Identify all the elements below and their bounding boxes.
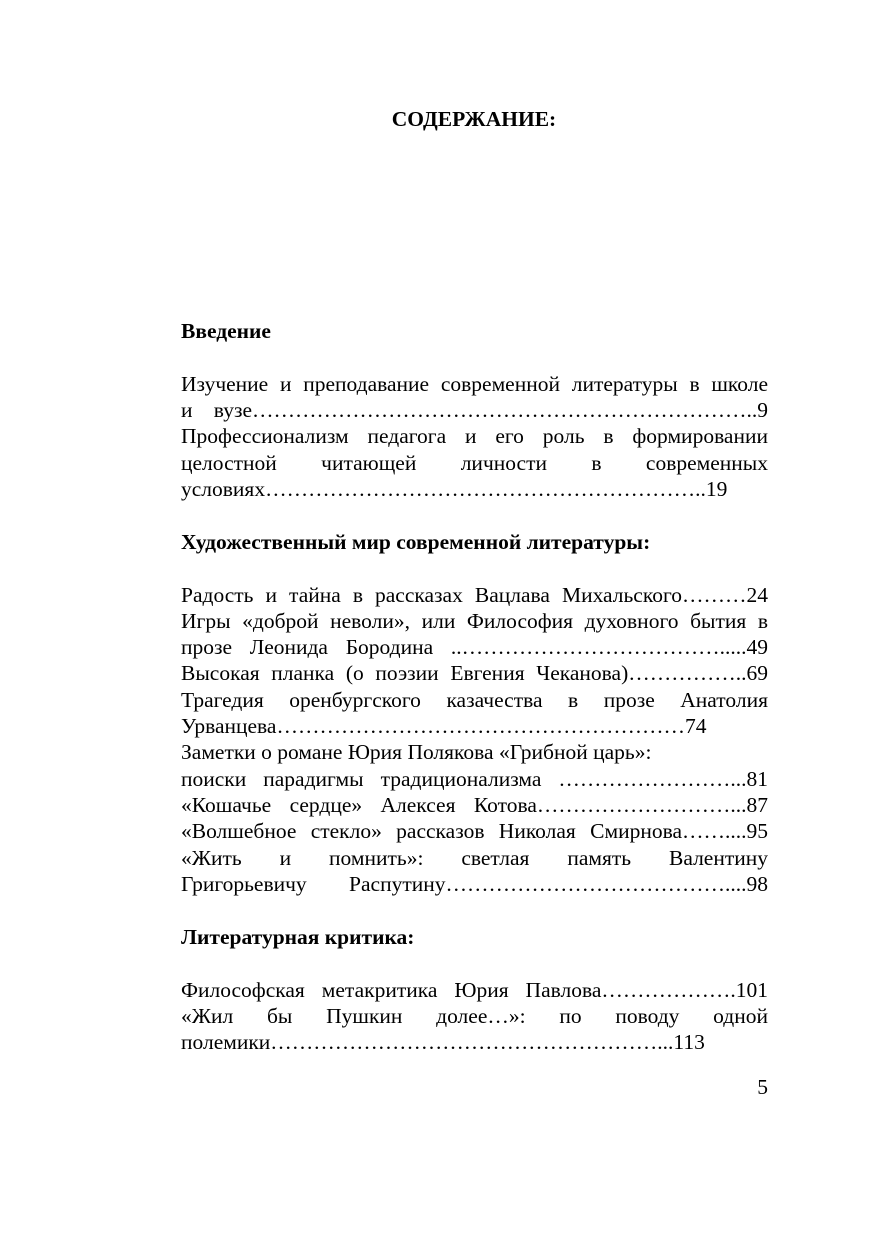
- toc-line: условиях……………………………………………………..19: [181, 477, 728, 501]
- page-number: 5: [757, 1075, 768, 1099]
- toc-line: «Жил бы Пушкин долее…»: по поводу одной: [181, 1004, 768, 1028]
- toc-line: прозе Леонида Бородина ..……………………………….....49: [181, 635, 768, 659]
- toc-line: и вузе……………………………………………………………..9: [181, 398, 768, 422]
- toc-line: «Кошачье сердце» Алексея Котова………………………...87: [181, 793, 768, 817]
- toc-line: Урванцева…………………………………………………74: [181, 714, 707, 738]
- section-heading-introduction: Введение: [181, 319, 271, 343]
- toc-line: «Жить и помнить»: светлая память Валентину: [181, 846, 768, 870]
- toc-line: Заметки о романе Юрия Полякова «Грибной царь»:: [181, 740, 652, 764]
- toc-line: Игры «доброй неволи», или Философия духовного бытия в: [181, 609, 768, 633]
- toc-line: Трагедия оренбургского казачества в прозе Анатолия: [181, 688, 768, 712]
- section-heading-literary-criticism: Литературная критика:: [181, 925, 415, 949]
- toc-line: целостной читающей личности в современных: [181, 451, 768, 475]
- toc-line: поиски парадигмы традиционализма ……………………...81: [181, 767, 768, 791]
- toc-line: «Волшебное стекло» рассказов Николая Смирнова……....95: [181, 819, 768, 843]
- toc-line: Григорьевичу Распутину…………………………………....98: [181, 872, 768, 896]
- toc-line: Высокая планка (о поэзии Евгения Чеканова)……………..69: [181, 661, 768, 685]
- toc-line: Изучение и преподавание современной литературы в школе: [181, 372, 768, 396]
- toc-line: Философская метакритика Юрия Павлова……………….101: [181, 978, 768, 1002]
- contents-title: СОДЕРЖАНИЕ:: [391, 107, 557, 131]
- section-heading-art-world: Художественный мир современной литературы:: [181, 530, 651, 554]
- toc-line: полемики………………………………………………...113: [181, 1030, 705, 1054]
- toc-line: Профессионализм педагога и его роль в формировании: [181, 424, 768, 448]
- toc-line: Радость и тайна в рассказах Вацлава Михальского………24: [181, 583, 768, 607]
